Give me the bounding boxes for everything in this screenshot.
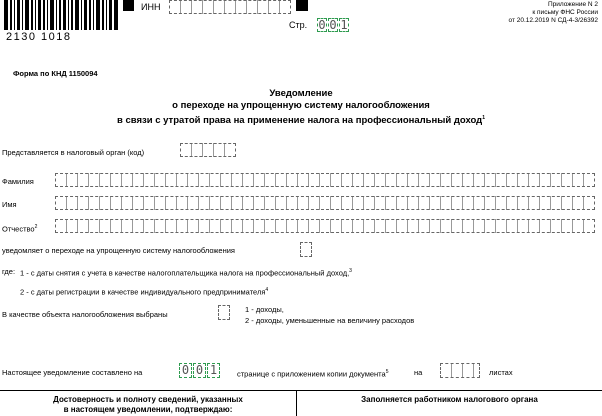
attachment-pages-cells[interactable] (440, 363, 480, 378)
footnote-mark: 1 (482, 115, 485, 121)
name-label: Имя (2, 200, 17, 209)
patronymic-cells[interactable] (55, 219, 595, 233)
tax-authority-label: Представляется в налоговый орган (код) (2, 148, 145, 157)
marker-square-right (296, 0, 308, 11)
footer-left-heading (0, 395, 296, 415)
option-1-label: 1 - с даты снятия с учета в качестве налогоплательщика налога на профессиональный доход, (20, 268, 350, 278)
inn-cells[interactable] (169, 0, 291, 14)
barcode (2, 0, 120, 30)
page-digit-cell[interactable] (339, 18, 349, 32)
footer-divider-horizontal (0, 390, 602, 391)
page-digit: 0 (329, 18, 337, 32)
page-digit-cell[interactable] (328, 18, 338, 32)
title-line-text: в связи с утратой права на применение налога на профессиональный доход (117, 115, 483, 127)
tax-object-label: В качестве объекта налогообложения выбраны (2, 310, 168, 319)
title-line: Уведомление (269, 88, 333, 99)
compiled-digit: 0 (181, 363, 190, 377)
tax-object-option-2: 2 - доходы, уменьшенные на величину расходов (245, 316, 415, 325)
pages-with-text (237, 368, 388, 379)
where-label: где: (2, 267, 16, 276)
compiled-label: Настоящее уведомление составлено на (2, 368, 143, 377)
footer-right-heading: Заполняется работником налогового органа (361, 395, 538, 404)
footnote-mark: 5 (385, 369, 389, 375)
tax-object-option-1: 1 - доходы, (245, 305, 284, 314)
appendix-note (509, 1, 599, 25)
transition-option-cell[interactable] (300, 242, 312, 257)
footer-left-line: Достоверность и полноту сведений, указанных (53, 395, 243, 404)
footnote-mark: 3 (349, 268, 352, 274)
on-label: на (414, 368, 423, 377)
compiled-digit-cell[interactable] (179, 363, 192, 378)
option-1-text (20, 267, 352, 278)
pages-with-label: странице с приложением копии документа (237, 369, 386, 379)
compiled-digit: 1 (209, 363, 218, 377)
marker-square-left (123, 0, 134, 11)
surname-cells[interactable] (55, 173, 595, 187)
sheets-label: листах (489, 368, 513, 377)
notifies-text: уведомляет о переходе на упрощенную систему налогообложения (2, 246, 235, 255)
form-code: Форма по КНД 1150094 (13, 69, 98, 78)
appendix-line: к письму ФНС России (532, 9, 598, 16)
page-label: Стр. (289, 20, 308, 30)
page-digit-cell[interactable] (317, 18, 327, 32)
patronymic-label-text: Отчество (2, 224, 35, 234)
compiled-digit: 0 (195, 363, 204, 377)
tax-object-cell[interactable] (218, 305, 230, 320)
appendix-line: Приложение N 2 (547, 1, 598, 8)
appendix-line: от 20.12.2019 N СД-4-3/26392 (508, 17, 598, 24)
name-cells[interactable] (55, 196, 595, 210)
footer-left-line: в настоящем уведомлении, подтверждаю: (63, 405, 233, 414)
barcode-number: 2130 1018 (6, 31, 72, 43)
tax-authority-code-cells[interactable] (180, 143, 236, 157)
compiled-digit-cell[interactable] (193, 363, 206, 378)
option-2-text (20, 286, 268, 297)
title-line: о переходе на упрощенную систему налогообложения (172, 100, 430, 111)
title-line (0, 112, 602, 127)
footnote-mark: 2 (34, 224, 38, 230)
page-digit: 1 (340, 18, 348, 32)
compiled-digit-cell[interactable] (207, 363, 220, 378)
patronymic-label (2, 223, 37, 234)
option-2-label: 2 - с даты регистрации в качестве индивидуального предпринимателя (20, 287, 266, 297)
surname-label: Фамилия (2, 177, 34, 186)
document-title (0, 88, 602, 127)
inn-label: ИНН (141, 2, 161, 12)
footnote-mark: 4 (265, 287, 269, 293)
barcode-image (2, 0, 120, 30)
page-digit: 0 (318, 18, 326, 32)
